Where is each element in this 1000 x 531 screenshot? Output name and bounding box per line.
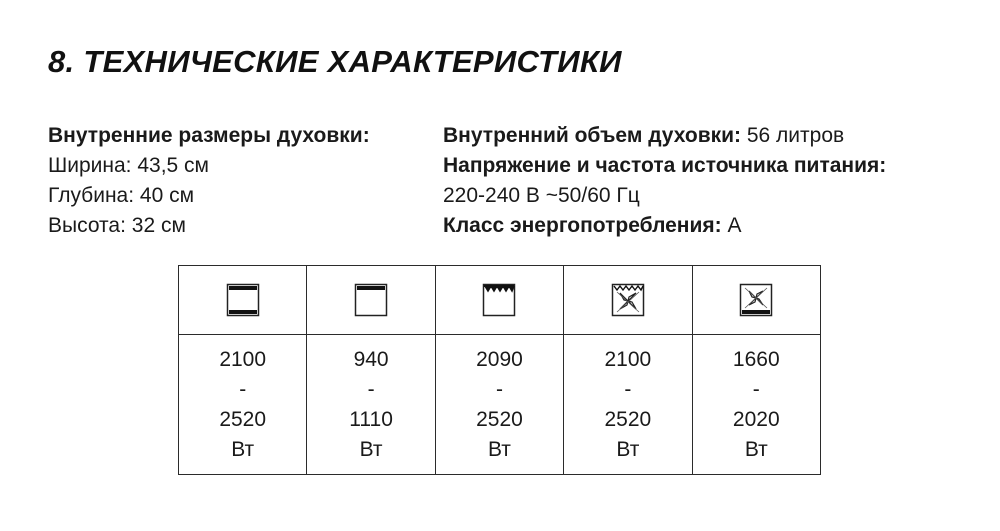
volume-spec — [443, 121, 886, 151]
power-separator: - — [495, 377, 503, 401]
power-supply-value: 220-240 В ~50/60 Гц — [443, 184, 640, 207]
power-cell — [692, 335, 820, 475]
volume-value: 56 литров — [741, 124, 845, 147]
dimensions-block — [48, 121, 370, 241]
energy-class-spec — [443, 211, 886, 241]
width-spec: Ширина: 43,5 см — [48, 154, 209, 177]
power-cell — [435, 335, 563, 475]
power-unit: Вт — [359, 437, 383, 461]
height-spec: Высота: 32 см — [48, 214, 186, 237]
icon-cell — [692, 266, 820, 335]
power-values-row — [179, 335, 821, 475]
power-separator: - — [752, 377, 760, 401]
power-unit: Вт — [616, 437, 640, 461]
power-min: 2100 — [219, 347, 267, 371]
power-unit: Вт — [744, 437, 768, 461]
grill-icon — [482, 283, 516, 317]
power-separator: - — [367, 377, 375, 401]
page-title: 8. ТЕХНИЧЕСКИЕ ХАРАКТЕРИСТИКИ — [48, 44, 622, 79]
power-min: 2100 — [604, 347, 652, 371]
power-max: 1110 — [349, 407, 393, 431]
volume-label: Внутренний объем духовки: — [443, 124, 742, 147]
top-heat-icon — [354, 283, 388, 317]
dimensions-heading: Внутренние размеры духовки: — [48, 124, 370, 147]
power-unit: Вт — [231, 437, 255, 461]
power-min: 1660 — [732, 347, 780, 371]
grill-fan-icon — [611, 283, 645, 317]
specs-block — [443, 121, 886, 241]
power-cell — [307, 335, 435, 475]
icon-cell — [307, 266, 435, 335]
power-cell — [179, 335, 307, 475]
icon-cell — [179, 266, 307, 335]
power-max: 2520 — [604, 407, 652, 431]
power-min: 2090 — [476, 347, 523, 371]
power-table — [178, 265, 821, 475]
top-bottom-heat-icon — [226, 283, 260, 317]
energy-class-label: Класс энергопотребления: — [443, 214, 722, 237]
depth-spec: Глубина: 40 см — [48, 184, 195, 207]
icon-cell — [435, 266, 563, 335]
power-separator: - — [624, 377, 632, 401]
power-max: 2520 — [476, 407, 523, 431]
power-unit: Вт — [488, 437, 511, 461]
power-supply-label: Напряжение и частота источника питания: — [443, 154, 887, 177]
power-max: 2520 — [219, 407, 267, 431]
power-max: 2020 — [732, 407, 780, 431]
power-cell — [564, 335, 692, 475]
icon-cell — [564, 266, 692, 335]
energy-class-value: А — [721, 214, 742, 237]
bottom-heat-fan-icon — [739, 283, 773, 317]
icon-row — [179, 266, 821, 335]
power-min: 940 — [353, 347, 389, 371]
power-separator: - — [239, 377, 247, 401]
